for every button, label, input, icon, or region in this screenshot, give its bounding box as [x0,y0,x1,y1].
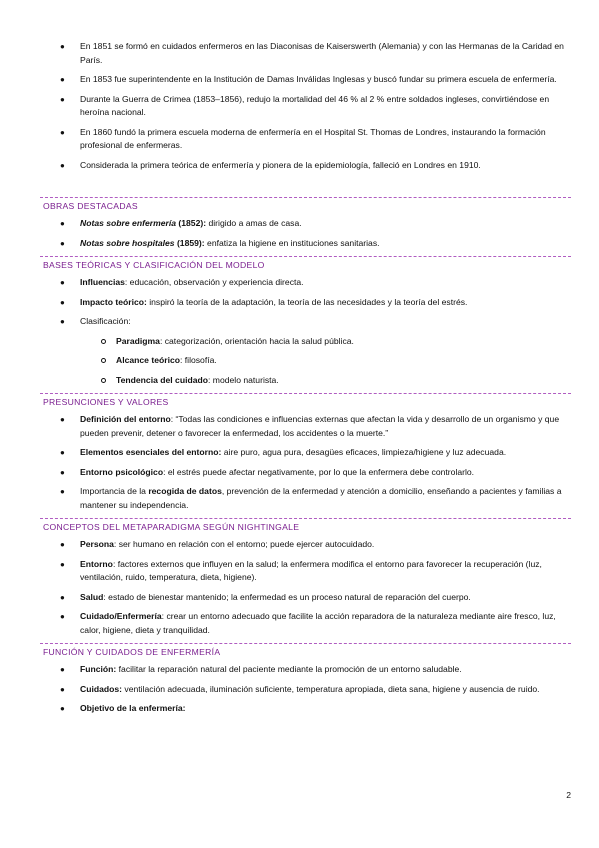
bold-text: Persona [80,539,114,549]
circle-bullet-icon [101,339,106,344]
bullet-icon: ● [60,665,65,674]
bullet-icon: ● [60,559,65,569]
list-item [0,702,599,716]
bold-text: (1859): [174,237,205,248]
text-span: Considerada la primera teórica de enfermería y pionera de la epidemiología, falleció en Londres en 1910. [80,159,481,170]
text-span: ventilación adecuada, iluminación suficiente, temperatura apropiada, dieta sana, higiene y ausencia de ruido. [122,683,540,694]
sub-list-item [0,374,599,388]
bold-text: Tendencia del cuidado [116,374,209,385]
list-item [0,40,599,67]
text-span: : educación, observación y experiencia directa. [124,277,304,287]
section [0,518,599,637]
text-span: , prevención de la enfermedad y atención a domicilio, enseñando a pacientes y familias a mantener su independencia. [80,486,562,510]
text-span: enfatiza la higiene en instituciones sanitarias. [204,237,380,248]
bold-italic-text: Notas sobre enfermería [80,218,176,228]
bold-text: Entorno [80,558,113,569]
list-item [0,446,599,460]
list-item [0,276,599,290]
text-span: facilitar la reparación natural del paciente mediante la promoción de un entorno saludable. [116,664,462,674]
section-title: OBRAS DESTACADAS [43,201,138,211]
bold-italic-text: Notas sobre hospitales [80,237,175,248]
list-item [0,413,599,440]
sections-container [0,197,599,722]
bullet-icon: ● [60,317,65,326]
text-span: : filosofía. [180,355,217,365]
bold-text: Influencias [80,277,125,287]
sub-list-item [0,354,599,368]
intro-list [0,40,599,178]
bullet-icon: ● [60,487,65,496]
text-span: Durante la Guerra de Crimea (1853–1856), redujo la mortalidad del 46 % al 2 % entre soldados ingleses, convirtiéndose en heroína nacional. [80,93,550,117]
text-span: : modelo naturista. [208,374,279,385]
bold-text: Paradigma [116,335,160,346]
bold-text: (1852): [176,218,207,228]
text-span: En 1851 se formó en cuidados enfermeros en las Diaconisas de Kaiserswerth (Alemania) y con las Hermanas de la Caridad en París. [80,41,564,65]
text-span: : categorización, orientación hacia la salud pública. [159,335,354,346]
list-item [0,591,599,605]
bold-text: Función: [80,664,117,674]
list-item [0,538,599,552]
bold-text: Elementos esenciales del entorno: [80,447,222,457]
bold-text: Definición del entorno [80,414,171,424]
text-span: : “Todas las condiciones e influencias externas que afectan la vida y desarrollo de un organismo y que pueden prevenir, detener o favorecer la enfermedad, los accidentes o la muerte.” [80,414,560,438]
list-item [0,126,599,153]
bullet-icon: ● [60,75,65,84]
section-list [0,663,599,716]
list-item [0,159,599,173]
section-list [0,413,599,512]
bullet-icon: ● [60,127,65,137]
list-item [0,315,599,329]
circle-bullet-icon [101,378,106,383]
section-list [0,538,599,637]
bullet-icon: ● [60,704,65,713]
text-span: : estado de bienestar mantenido; la enfermedad es un proceso natural de reparación del cuerpo. [103,591,471,602]
bullet-icon: ● [60,297,65,307]
list-item [0,663,599,677]
list-item [0,683,599,697]
text-span: : crear un entorno adecuado que facilite la acción reparadora de la naturaleza mediante aire fresco, luz, calor, higiene, dieta y tranquilidad. [80,611,556,635]
list-item [0,73,599,87]
bold-text: Entorno psicológico [80,466,164,477]
bullet-icon: ● [60,160,65,170]
text-span: inspiró la teoría de la adaptación, la teoría de las necesidades y la teoría del estrés. [146,296,468,307]
bold-text: Impacto teórico: [80,296,147,307]
bold-text: Salud [80,591,104,602]
sub-list-item [0,335,599,349]
bold-text: recogida de datos [148,486,222,496]
text-span: En 1853 fue superintendente en la Institución de Damas Inválidas Inglesas y buscó fundar su primera escuela de enfermería. [80,74,557,84]
bullet-icon: ● [60,684,65,694]
text-span: Clasificación: [80,316,131,326]
section [0,197,599,250]
section-list [0,276,599,387]
bullet-icon: ● [60,219,65,228]
section [0,643,599,716]
list-item [0,466,599,480]
text-span: : ser humano en relación con el entorno; puede ejercer autocuidado. [113,539,375,549]
list-item [0,237,599,251]
bold-text: Alcance teórico [116,355,180,365]
bullet-icon: ● [60,467,65,477]
bold-text: Cuidado/Enfermería [80,611,162,621]
list-item [0,610,599,637]
bullet-icon: ● [60,42,65,51]
section-title: FUNCIÓN Y CUIDADOS DE ENFERMERÍA [43,647,221,657]
list-item [0,93,599,120]
section-title: BASES TEÓRICAS Y CLASIFICACIÓN DEL MODELO [43,260,265,270]
bullet-icon: ● [60,238,65,248]
text-span: : factores externos que influyen en la salud; la enfermera modifica el entorno para favorecer la recuperación (luz, ventilación, ruido, temperatura, dieta, higiene). [80,558,542,582]
bullet-icon: ● [60,94,65,104]
text-span: Importancia de la [80,486,149,496]
page-number: 2 [566,790,571,800]
list-item [0,296,599,310]
section-title: PRESUNCIONES Y VALORES [43,397,169,407]
list-item [0,558,599,585]
bullet-icon: ● [60,448,65,457]
circle-bullet-icon [101,358,106,363]
section-title: CONCEPTOS DEL METAPARADIGMA SEGÚN NIGHTINGALE [43,522,300,532]
bold-text: Objetivo de la enfermería: [80,703,186,713]
text-span: dirigido a amas de casa. [206,218,302,228]
bullet-icon: ● [60,592,65,602]
bullet-icon: ● [60,415,65,424]
bold-text: Cuidados: [80,683,123,694]
text-span: : el estrés puede afectar negativamente, por lo que la enfermera debe controlarlo. [163,466,475,477]
text-span: aire puro, agua pura, desagües eficaces, limpieza/higiene y luz adecuada. [221,447,507,457]
list-item [0,485,599,512]
bullet-icon: ● [60,540,65,549]
section [0,256,599,387]
list-item [0,217,599,231]
text-span: En 1860 fundó la primera escuela moderna de enfermería en el Hospital St. Thomas de Londres, instaurando la formación profesional de enfermeras. [80,126,546,150]
bullet-icon: ● [60,278,65,287]
section-list [0,217,599,250]
section [0,393,599,512]
bullet-icon: ● [60,612,65,621]
